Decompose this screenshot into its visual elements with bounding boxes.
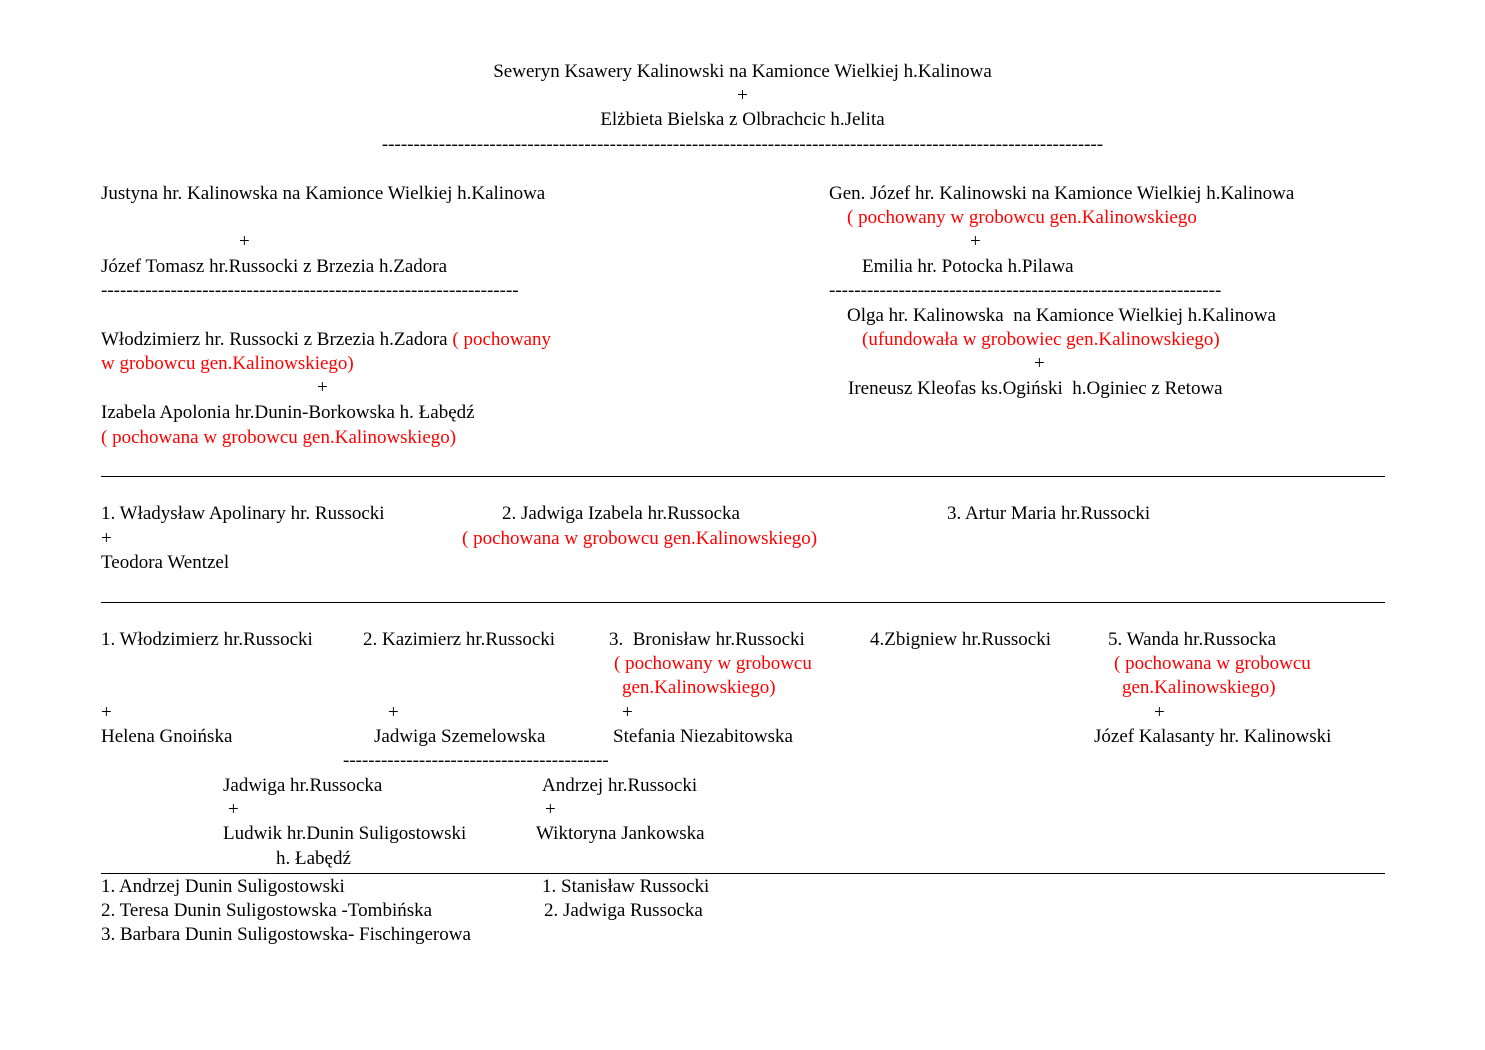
marriage-plus: +	[970, 231, 981, 252]
marriage-plus: +	[1034, 353, 1045, 374]
burial-note: ( pochowana w grobowcu	[1114, 653, 1311, 674]
marriage-plus: +	[228, 799, 239, 820]
burial-note: ( pochowana w grobowcu gen.Kalinowskiego)	[462, 528, 818, 549]
dashed-divider: ------------------------------------------------------------------	[101, 280, 519, 301]
burial-note: w grobowcu gen.Kalinowskiego)	[101, 353, 354, 374]
marriage-plus: +	[388, 702, 399, 723]
burial-note: ( pochowany	[452, 329, 552, 350]
person-wanda: 5. Wanda hr.Russocka	[1108, 629, 1277, 650]
person-andrzej-dunin: 1. Andrzej Dunin Suligostowski	[101, 876, 345, 897]
person-wlodzimierz-jr: 1. Włodzimierz hr.Russocki	[101, 629, 313, 650]
person-jadwiga-jr: 2. Jadwiga Russocka	[544, 900, 703, 921]
root-ancestor-wife: Elżbieta Bielska z Olbrachcic h.Jelita	[600, 109, 885, 130]
generation-rule	[101, 873, 1385, 874]
person-helena: Helena Gnoińska	[101, 726, 233, 747]
person-jadwiga-izabela: 2. Jadwiga Izabela hr.Russocka	[502, 503, 740, 524]
person-teresa: 2. Teresa Dunin Suligostowska -Tombińska	[101, 900, 433, 921]
person-ludwik: Ludwik hr.Dunin Suligostowski	[223, 823, 467, 844]
person-izabela-apolonia: Izabela Apolonia hr.Dunin-Borkowska h. Łabędź	[101, 402, 475, 423]
person-gen-jozef: Gen. Józef hr. Kalinowski na Kamionce Wielkiej h.Kalinowa	[829, 183, 1295, 204]
person-wlodzimierz	[101, 328, 551, 352]
dashed-divider: --------------------------------------------------------------	[829, 280, 1222, 301]
person-jadwiga-russocka: Jadwiga hr.Russocka	[223, 775, 383, 796]
person-justyna: Justyna hr. Kalinowska na Kamionce Wielkiej h.Kalinowa	[101, 183, 546, 204]
person-wiktoryna: Wiktoryna Jankowska	[536, 823, 705, 844]
person-stanislaw: 1. Stanisław Russocki	[542, 876, 710, 897]
marriage-plus: +	[101, 528, 112, 549]
burial-note: ( pochowany w grobowcu	[614, 653, 812, 674]
dashed-divider: ------------------------------------------	[343, 750, 609, 771]
person-emilia: Emilia hr. Potocka h.Pilawa	[862, 256, 1074, 277]
person-barbara: 3. Barbara Dunin Suligostowska- Fischingerowa	[101, 924, 471, 945]
burial-note: ( pochowany w grobowcu gen.Kalinowskiego	[847, 207, 1197, 228]
person-kazimierz: 2. Kazimierz hr.Russocki	[363, 629, 556, 650]
burial-note: gen.Kalinowskiego)	[622, 677, 776, 698]
person-andrzej: Andrzej hr.Russocki	[542, 775, 698, 796]
coat-of-arms: h. Łabędź	[276, 848, 351, 869]
marriage-plus: +	[317, 377, 328, 398]
dashed-divider: ------------------------------------------------------------------------------------------------------------------	[381, 134, 1104, 155]
person-ireneusz: Ireneusz Kleofas ks.Ogiński h.Oginiec z Retowa	[848, 378, 1223, 399]
person-jozef-kalasanty: Józef Kalasanty hr. Kalinowski	[1094, 726, 1332, 747]
person-jadwiga-szemelowska: Jadwiga Szemelowska	[374, 726, 546, 747]
root-ancestor-husband: Seweryn Ksawery Kalinowski na Kamionce Wielkiej h.Kalinowa	[493, 61, 992, 82]
person-zbigniew: 4.Zbigniew hr.Russocki	[870, 629, 1052, 650]
burial-note: gen.Kalinowskiego)	[1122, 677, 1276, 698]
marriage-plus: +	[737, 85, 748, 106]
person-stefania: Stefania Niezabitowska	[613, 726, 793, 747]
person-name: Włodzimierz hr. Russocki z Brzezia h.Zadora	[101, 329, 453, 350]
person-teodora: Teodora Wentzel	[101, 552, 230, 573]
burial-note: ( pochowana w grobowcu gen.Kalinowskiego)	[101, 427, 457, 448]
person-artur: 3. Artur Maria hr.Russocki	[947, 503, 1151, 524]
marriage-plus: +	[239, 231, 250, 252]
marriage-plus: +	[1154, 702, 1165, 723]
marriage-plus: +	[622, 702, 633, 723]
marriage-plus: +	[545, 799, 556, 820]
marriage-plus: +	[101, 702, 112, 723]
person-wladyslaw: 1. Władysław Apolinary hr. Russocki	[101, 503, 385, 524]
generation-rule	[101, 476, 1385, 477]
person-bronislaw: 3. Bronisław hr.Russocki	[609, 629, 805, 650]
foundation-note: (ufundowała w grobowiec gen.Kalinowskiego)	[862, 329, 1220, 350]
person-olga: Olga hr. Kalinowska na Kamionce Wielkiej h.Kalinowa	[847, 305, 1276, 326]
person-jozef-tomasz: Józef Tomasz hr.Russocki z Brzezia h.Zadora	[101, 256, 448, 277]
generation-rule	[101, 602, 1385, 603]
